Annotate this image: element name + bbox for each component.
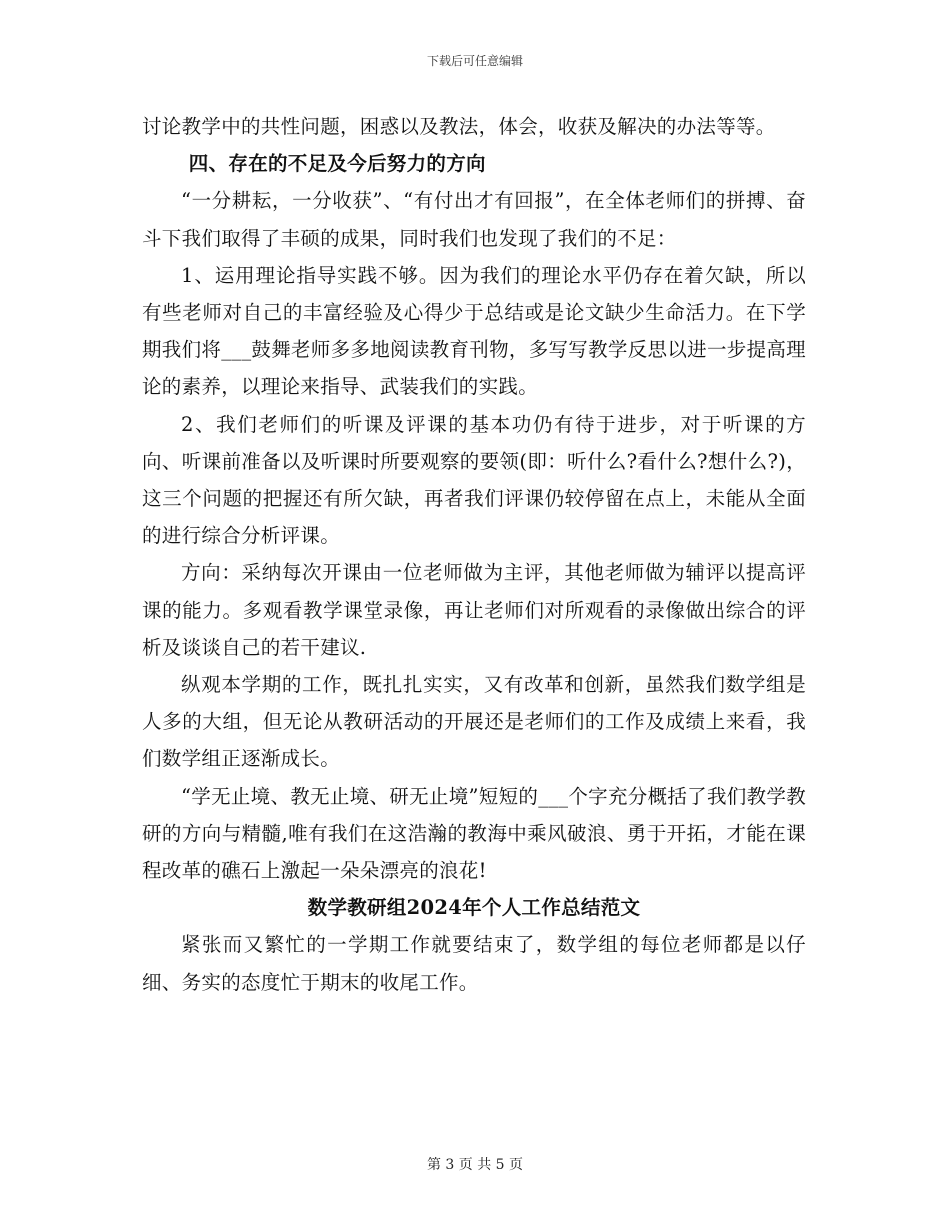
paragraph: “学无止境、教无止境、研无止境”短短的___个字充分概括了我们教学教研的方向与精髓,唯有我们在这浩瀚的教海中乘风破浪、勇于开拓，才能在课程改革的礁石上激起一朵朵漂亮的浪花!: [142, 784, 806, 883]
paragraph: “一分耕耘，一分收获”、“有付出才有回报”，在全体老师们的拼搏、奋斗下我们取得了丰硕的成果，同时我们也发现了我们的不足：: [142, 189, 806, 250]
document-title: 数学教研组2024年个人工作总结范文: [307, 896, 641, 920]
paragraph: 紧张而又繁忙的一学期工作就要结束了，数学组的每位老师都是以仔细、务实的态度忙于期末的收尾工作。: [142, 933, 806, 994]
paragraph: 1、运用理论指导实践不够。因为我们的理论水平仍存在着欠缺，所以有些老师对自己的丰富经验及心得少于总结或是论文缺少生命活力。在下学期我们将___鼓舞老师多多地阅读教育刊物，多写写教学反思以进一步提高理论的素养，以理论来指导、武装我们的实践。: [142, 263, 806, 399]
page-footer: 第 3 页 共 5 页: [426, 1157, 524, 1173]
paragraph: 方向：采纳每次开课由一位老师做为主评，其他老师做为辅评以提高评课的能力。多观看教学课堂录像，再让老师们对所观看的录像做出综合的评析及谈谈自己的若干建议.: [142, 561, 806, 659]
paragraph-continued: 讨论教学中的共性问题，困惑以及教法，体会，收获及解决的办法等等。: [142, 115, 776, 138]
section-heading: 四、存在的不足及今后努力的方向: [188, 152, 486, 176]
paragraph: 2、我们老师们的听课及评课的基本功仍有待于进步，对于听课的方向、听课前准备以及听课时所要观察的要领(即：听什么?看什么?想什么?)，这三个问题的把握还有所欠缺，再者我们评课仍较停留在点上，未能从全面的进行综合分析评课。: [142, 412, 806, 548]
document-body: [142, 108, 806, 1001]
page-header: 下载后可任意编辑: [426, 54, 523, 68]
paragraph: 纵观本学期的工作，既扎扎实实，又有改革和创新，虽然我们数学组是人多的大组，但无论从教研活动的开展还是老师们的工作及成绩上来看，我们数学组正逐渐成长。: [142, 673, 806, 771]
